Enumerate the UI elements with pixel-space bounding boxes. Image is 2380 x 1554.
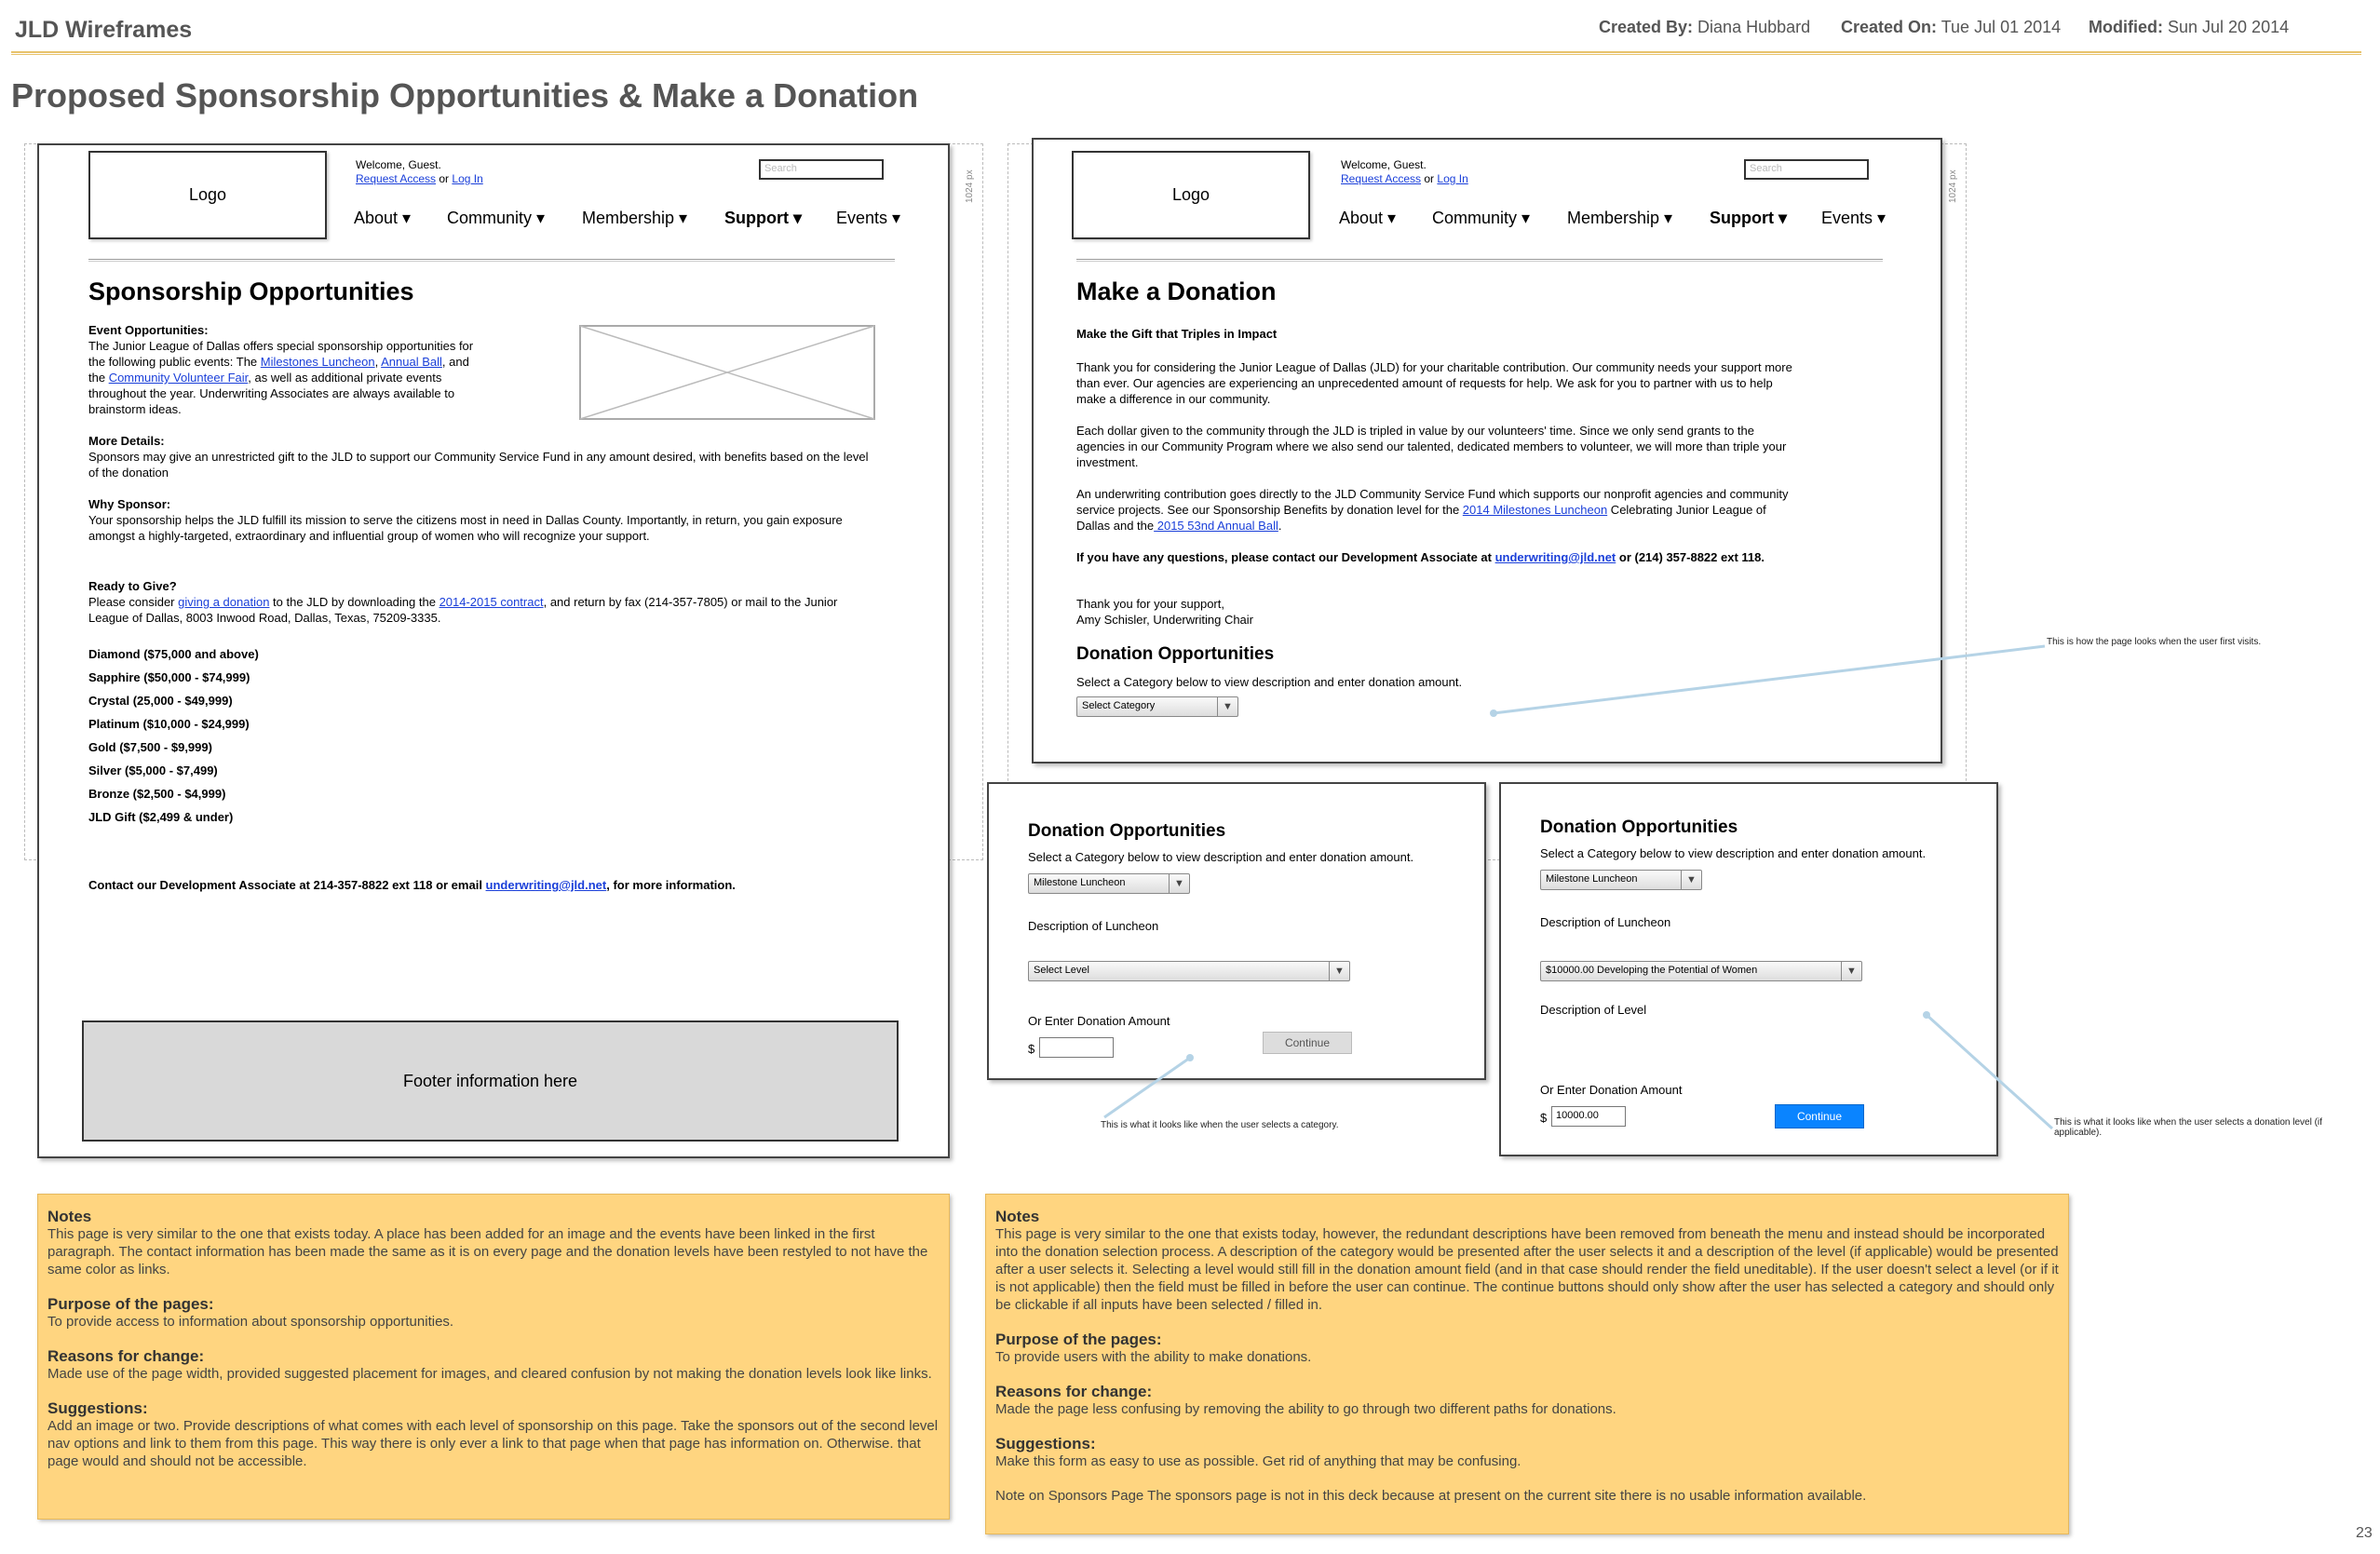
page-number: 23 <box>2356 1525 2373 1541</box>
chevron-down-icon: ▼ <box>1217 697 1237 716</box>
dollar-sign: $ <box>1540 1111 1548 1125</box>
event-opportunities: Event Opportunities: The Junior League of Dallas offers special sponsorship opportunities for the following public events: The Milestones Luncheon, Annual Ball, and the Community Volunteer Fair, as well as additional private events throughout the year. Underwriting Associates are always available to brainstorm ideas. <box>88 323 474 416</box>
notes-heading: Notes <box>47 1208 92 1225</box>
amount-input[interactable]: 10000.00 <box>1551 1106 1626 1127</box>
donation-heading: Make a Donation <box>1076 277 1277 305</box>
ready-to-give: Ready to Give? Please consider giving a donation to the JLD by downloading the 2014-2015 contract, and return by fax (214-357-7805) or mail to the Junior League of Dallas, 8003 Inwood Road, Dallas, Texas, 75209-3335. <box>88 579 838 625</box>
continue-button[interactable]: Continue <box>1263 1032 1352 1054</box>
giving-donation-link[interactable]: giving a donation <box>178 595 270 609</box>
logo[interactable]: Logo <box>1072 151 1310 239</box>
nav-events[interactable]: Events ▾ <box>836 209 901 227</box>
level-item: JLD Gift ($2,499 & under) <box>88 810 234 824</box>
nav-membership[interactable]: Membership ▾ <box>1567 209 1673 227</box>
nav-about[interactable]: About ▾ <box>354 209 412 227</box>
nav-about[interactable]: About ▾ <box>1339 209 1397 227</box>
continue-button[interactable]: Continue <box>1775 1104 1864 1128</box>
category-select[interactable]: Milestone Luncheon ▼ <box>1028 873 1190 894</box>
contract-link[interactable]: 2014-2015 contract <box>439 595 544 609</box>
search-input[interactable]: Search <box>759 159 884 180</box>
app-title: JLD Wireframes <box>15 17 193 43</box>
annotation-category-selected: This is what it looks like when the user selects a category. <box>1101 1120 1339 1130</box>
sponsorship-heading: Sponsorship Opportunities <box>88 277 414 305</box>
more-details: More Details: Sponsors may give an unrestricted gift to the JLD to support our Community Service Fund in any amount desired, with benefits based on the level of the donation <box>88 434 869 480</box>
donation-paragraph: An underwriting contribution goes directly to the JLD Community Service Fund which supports our nonprofit agencies and community service projects. See our Sponsorship Benefits by donation level for the 2014 Milestones Luncheon Celebrating Junior League of Dallas and the 2015 53nd Annual Ball. <box>1076 487 1789 533</box>
annotation-first-visit: This is how the page looks when the user first visits. <box>2047 637 2262 647</box>
level-item: Bronze ($2,500 - $4,999) <box>88 787 226 801</box>
footer-placeholder: Footer information here <box>82 1020 899 1142</box>
nav-events[interactable]: Events ▾ <box>1821 209 1886 227</box>
donation-instructions: Select a Category below to view description and enter donation amount. <box>1028 850 1414 864</box>
level-select[interactable]: Select Level ▼ <box>1028 961 1350 981</box>
created-by: Created By: Diana Hubbard <box>1599 18 1811 36</box>
request-access-link[interactable]: Request Access <box>356 172 437 185</box>
signature: Thank you for your support, Amy Schisler, Underwriting Chair <box>1076 597 1254 627</box>
category-description: Description of Luncheon <box>1540 915 1671 929</box>
level-item: Crystal (25,000 - $49,999) <box>88 694 233 708</box>
level-description: Description of Level <box>1540 1003 1647 1017</box>
donation-opportunities-title: Donation Opportunities <box>1028 821 1226 841</box>
notes-right: Notes This page is very similar to the one that exists today, however, the redundant descriptions have been removed from beneath the menu and instead should be incorporated into the donation selection process. A description of the category would be presented after the user selects it and a description of the level (if applicable) would be presented after a user selects it. Selecting a level would still fill in the donation amount field (and in that case should render the field uneditable). If the user doesn't select a level (or if it is not applicable) then the field must be filled in before the user can continue. The continue buttons should only show after the user has selected a category and should only be clickable if all inputs have been selected / filled in. Purpose of the pages: To provide users with the ability to make donations. Reasons for change: Made the page less confusing by removing the ability to go through two different paths for donations. Suggestions: Make this form as easy to use as possible. Get rid of anything that may be confusing. Note on Sponsors Page The sponsors page is not in this deck because at present on the current site there is no usable information available. <box>985 1194 2069 1534</box>
questions-contact: If you have any questions, please contact our Development Associate at underwriting@jld.net or (214) 357-8822 ext 118. <box>1076 550 1765 564</box>
level-item: Diamond ($75,000 and above) <box>88 647 259 661</box>
right-size-label: 1024 px <box>1948 169 1958 203</box>
category-select[interactable]: Select Category ▼ <box>1076 696 1238 717</box>
contact-email-link[interactable]: underwriting@jld.net <box>485 878 607 892</box>
request-access-link[interactable]: Request Access <box>1341 172 1422 185</box>
donation-instructions: Select a Category below to view description and enter donation amount. <box>1076 675 1463 689</box>
amount-label: Or Enter Donation Amount <box>1028 1014 1170 1028</box>
nav-community[interactable]: Community ▾ <box>1432 209 1531 227</box>
level-item: Platinum ($10,000 - $24,999) <box>88 717 250 731</box>
chevron-down-icon: ▼ <box>1681 871 1701 889</box>
dollar-sign: $ <box>1028 1042 1035 1056</box>
level-item: Sapphire ($50,000 - $74,999) <box>88 670 250 684</box>
welcome-text: Welcome, Guest. Request Access or Log In <box>356 158 483 185</box>
chevron-down-icon: ▼ <box>1841 962 1861 980</box>
donation-instructions: Select a Category below to view description and enter donation amount. <box>1540 846 1927 860</box>
nav-membership[interactable]: Membership ▾ <box>582 209 688 227</box>
nav-community[interactable]: Community ▾ <box>447 209 546 227</box>
nav-support[interactable]: Support ▾ <box>724 209 803 227</box>
level-item: Silver ($5,000 - $7,499) <box>88 763 218 777</box>
annotation-level-selected: This is what it looks like when the user selects a donation level (if applicable). <box>2054 1117 2322 1138</box>
chevron-down-icon: ▼ <box>1169 874 1189 893</box>
logo[interactable]: Logo <box>88 151 327 239</box>
log-in-link[interactable]: Log In <box>452 172 483 185</box>
created-on: Created On: Tue Jul 01 2014 <box>1841 18 2062 36</box>
category-description: Description of Luncheon <box>1028 919 1159 933</box>
level-select[interactable]: $10000.00 Developing the Potential of Women ▼ <box>1540 961 1862 981</box>
category-select[interactable]: Milestone Luncheon ▼ <box>1540 870 1702 890</box>
page-title: Proposed Sponsorship Opportunities & Make a Donation <box>11 76 919 115</box>
amount-label: Or Enter Donation Amount <box>1540 1083 1683 1097</box>
modified-date: Modified: Sun Jul 20 2014 <box>2089 18 2290 36</box>
milestones-link[interactable]: Milestones Luncheon <box>260 355 375 369</box>
annual-ball-link[interactable]: Annual Ball <box>381 355 442 369</box>
notes-heading: Notes <box>995 1208 1040 1225</box>
nav-support[interactable]: Support ▾ <box>1710 209 1788 227</box>
donation-subheading: Make the Gift that Triples in Impact <box>1076 327 1278 341</box>
chevron-down-icon: ▼ <box>1329 962 1349 980</box>
underwriting-email-link[interactable]: underwriting@jld.net <box>1494 550 1616 564</box>
notes-left: Notes This page is very similar to the one that exists today. A place has been added for an image and the events have been linked in the first paragraph. The contact information has been made the same as it is on every page and the donation levels have been restyled to not have the same color as links. Purpose of the pages: To provide access to information about sponsorship opportunities. Reasons for change: Made use of the page width, provided suggested placement for images, and cleared confusion by not making the donation levels look like links. Suggestions: Add an image or two. Provide descriptions of what comes with each level of sponsorship on this page. Take the sponsors out of the second level nav options and link to them from this page. This way there is only ever a link to that page when that page has information on. Otherwise. that page would and should not be accessible. <box>37 1194 950 1520</box>
left-size-label: 1024 px <box>965 169 975 203</box>
search-input[interactable]: Search <box>1744 159 1869 180</box>
welcome-text: Welcome, Guest. Request Access or Log In <box>1341 158 1468 185</box>
donation-paragraph: Each dollar given to the community through the JLD is tripled in value by our volunteers' time. Since we only send grants to the agencies in our Community Program where we also send our talented, dedicated members to volunteer, we will more than triple your investment. <box>1076 424 1787 469</box>
volunteer-fair-link[interactable]: Community Volunteer Fair <box>108 371 249 385</box>
annual-ball-link[interactable]: 2015 53nd Annual Ball <box>1154 519 1278 533</box>
contact-info: Contact our Development Associate at 214-357-8822 ext 118 or email underwriting@jld.net, for more information. <box>88 878 736 892</box>
why-sponsor: Why Sponsor: Your sponsorship helps the JLD fulfill its mission to serve the citizens most in need in Dallas County. Importantly, in return, you gain exposure amongst a highly-targeted, extraordinary and influential group of women who will recognize your support. <box>88 497 843 543</box>
log-in-link[interactable]: Log In <box>1437 172 1468 185</box>
donation-opportunities-title: Donation Opportunities <box>1540 818 1738 837</box>
donation-opportunities-title: Donation Opportunities <box>1076 644 1275 664</box>
donation-paragraph: Thank you for considering the Junior League of Dallas (JLD) for your charitable contribution. Our community needs your support more than ever. Our agencies are experiencing an unprecedented amount of requests for help. We ask for you to partner with us to help make a difference in our community. <box>1076 360 1792 406</box>
level-item: Gold ($7,500 - $9,999) <box>88 740 212 754</box>
milestones-luncheon-link[interactable]: 2014 Milestones Luncheon <box>1462 503 1608 517</box>
